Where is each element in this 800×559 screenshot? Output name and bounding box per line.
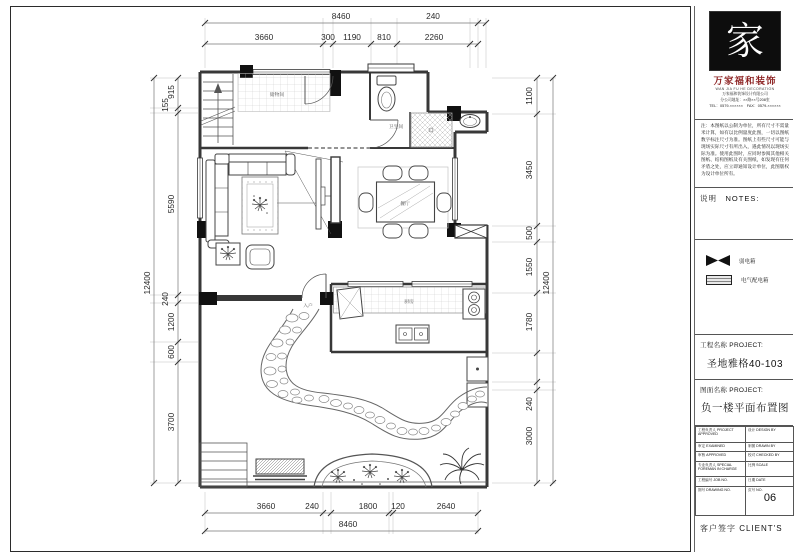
garden-bench <box>253 459 307 480</box>
table-row <box>696 452 794 461</box>
table-cell: 审定 EXAMINED <box>696 442 746 451</box>
tv-set <box>321 187 325 205</box>
dim-label: 3700 <box>166 412 176 432</box>
dim-label: 3660 <box>256 501 276 511</box>
room-label-bathroom: 卫生间 <box>388 125 404 130</box>
dim-label: 1550 <box>524 257 534 277</box>
table-row <box>696 461 794 477</box>
room-label-dining: 餐厅 <box>400 202 410 207</box>
dim-label: 500 <box>524 226 534 240</box>
dining-chair <box>409 166 428 180</box>
general-notes-section <box>695 120 793 188</box>
legend-label: 电气配电箱 <box>741 278 769 284</box>
dim-label: 240 <box>160 292 170 306</box>
table-cell <box>746 486 794 515</box>
dim-label: 300 <box>321 32 335 42</box>
client-signature-label: 客户签字 CLIENT'S <box>700 524 783 533</box>
project-name-section <box>695 335 793 380</box>
table-cell: 专业负责人 SPECIAL FOREMAN IN CHARGE <box>696 461 746 477</box>
legend-label: 弱电箱 <box>739 258 756 265</box>
client-signature-section <box>695 516 793 552</box>
stove <box>463 289 485 319</box>
dim-top-overall: 8460 <box>331 11 351 21</box>
kitchen-sink <box>396 325 429 343</box>
dim-label: 810 <box>377 32 391 42</box>
dim-label: 600 <box>166 345 176 359</box>
legend-item <box>706 275 788 285</box>
living-room <box>206 151 343 269</box>
hatched-wall-section <box>455 225 487 238</box>
dining-chair <box>383 224 402 238</box>
extension-lines <box>150 18 556 534</box>
dining-chair <box>409 224 428 238</box>
table-cell: 图号 DRAWING NO. <box>696 486 746 515</box>
dim-label: 155 <box>160 98 170 112</box>
table-row <box>696 477 794 486</box>
table-cell: 审核 APPROVED <box>696 452 746 461</box>
table-row <box>696 442 794 451</box>
room-label-storage: 储物间 <box>269 93 285 98</box>
table-cell: 工程编号 JOB NO. <box>696 477 746 486</box>
title-block <box>690 6 793 552</box>
company-info-line: 分公司地址：××路××号208室 <box>720 98 770 102</box>
dim-right-overall: 12400 <box>541 271 551 295</box>
dining-chair <box>359 193 373 212</box>
room-label-entry: 入户 <box>303 304 313 309</box>
dining-chair <box>437 193 451 212</box>
table-row <box>696 427 794 443</box>
room-label-kitchen: 厨房 <box>404 300 414 305</box>
garden <box>200 309 487 487</box>
page-number: 06 <box>763 492 777 505</box>
dim-label: 2640 <box>436 501 456 511</box>
dim-bottom-overall: 8460 <box>338 519 358 529</box>
dim-label: 915 <box>166 85 176 99</box>
table-cell: 设计 DESIGN BY <box>746 427 794 443</box>
toilet-bowl <box>378 87 395 111</box>
project-value: 圣地雅格40-103 <box>706 359 784 370</box>
drawing-label: 图面名称 PROJECT: <box>700 387 764 394</box>
dimension-labels <box>142 11 551 529</box>
drawing-name-section <box>695 380 793 426</box>
weak-current-box-icon <box>706 255 730 266</box>
dim-label: 240 <box>305 501 319 511</box>
dim-label: 3660 <box>254 32 274 42</box>
palm-tree <box>440 448 484 484</box>
dimension-lines <box>151 20 556 534</box>
electric-distribution-box-icon <box>706 275 732 285</box>
table-cell: 比例 SCALE <box>746 461 794 477</box>
dim-label: 1200 <box>166 312 176 332</box>
dim-label: 1780 <box>524 312 534 332</box>
stair-direction-arrow <box>214 83 222 93</box>
table-cell: 日期 DATE <box>746 477 794 486</box>
shower-floor <box>411 113 452 147</box>
tv-unit <box>316 159 331 229</box>
table-cell: 工程负责人 PROJECT APPROVED <box>696 427 746 443</box>
notes-label: 说明 NOTES: <box>700 194 760 203</box>
dim-left-overall: 12400 <box>142 271 152 295</box>
armchair <box>246 245 274 269</box>
company-name: 万家福和装饰 <box>713 76 777 87</box>
drawing-value: 负一楼平面布置图 <box>701 402 789 414</box>
dim-label: 1100 <box>524 87 534 105</box>
pebbles <box>264 313 485 436</box>
garden-steps <box>200 443 247 487</box>
legend-section <box>695 240 793 335</box>
dim-label: 1190 <box>343 32 361 42</box>
signature-table <box>695 426 794 516</box>
table-cell: 校对 CHECKED BY <box>746 452 794 461</box>
table-cell: 制图 DRAWN BY <box>746 442 794 451</box>
dim-label: 240 <box>524 397 534 411</box>
dim-label: 3450 <box>524 160 534 180</box>
dim-label: 5590 <box>166 194 176 214</box>
table-row <box>696 486 794 515</box>
tv-feature-wall <box>331 157 340 223</box>
dim-label: 1800 <box>358 501 378 511</box>
toilet-tank <box>377 76 396 85</box>
staircase <box>201 74 235 145</box>
logo-calligraphy-icon: 家 <box>725 19 764 63</box>
rug <box>242 177 278 234</box>
company-info-line: 万家福和装饰设计有限公司 <box>722 92 768 96</box>
legend-item <box>706 255 788 266</box>
side-table-with-plant <box>216 243 240 265</box>
company-logo <box>709 11 781 71</box>
dining-chair <box>383 166 402 180</box>
company-name-en: WAN JIA FU HE DECORATION <box>715 87 775 91</box>
dim-label: 2260 <box>424 32 444 42</box>
page-no-label: 页号 NO. <box>748 487 763 492</box>
project-label: 工程名称 PROJECT: <box>700 342 764 349</box>
dim-label: 3000 <box>524 426 534 446</box>
company-logo-section <box>695 6 793 120</box>
company-info-line: TEL：0579-×××××× FAX：0579-×××××× <box>709 104 781 108</box>
storage-room <box>238 74 333 112</box>
notes-section <box>695 188 793 240</box>
general-notes-text: 注：本图纸以公制为单位，所有尺寸不需量米计算，如有以比例量度此图，一切以图纸数字标注尺寸为准。图纸上有些尺寸可能与现场实际尺寸有所出入，遇此情况以现场实际为准。使用此图时，应同时参阅其他相关图纸、结构图纸及有关图纸，如发现有任何矛盾之处，应立即通知设计单位，此图版权为设计单位所有。 <box>701 123 789 177</box>
dim-top-240: 240 <box>426 11 440 21</box>
dim-label: 120 <box>391 501 405 511</box>
